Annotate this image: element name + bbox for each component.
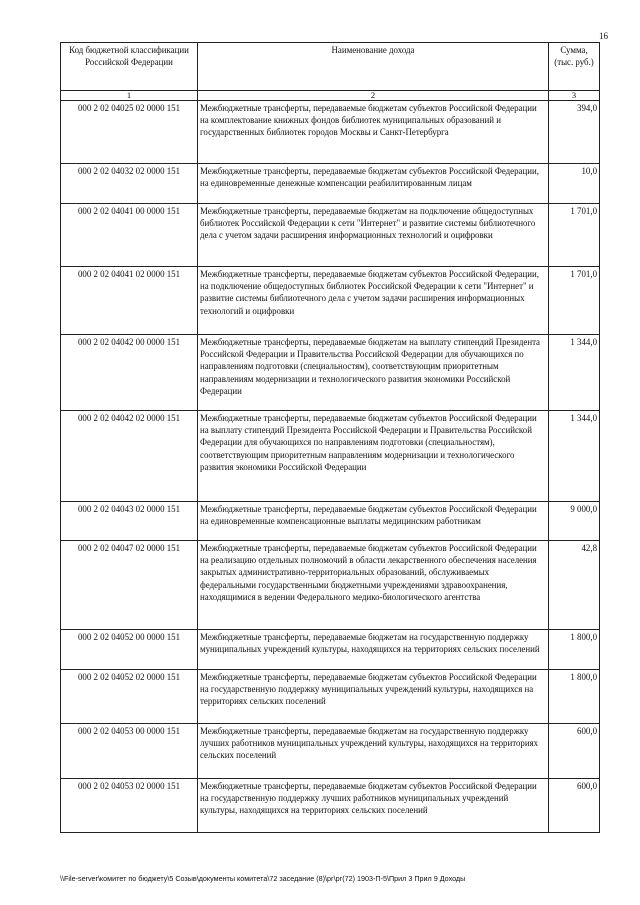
column-number: 3	[549, 91, 600, 101]
budget-code-cell: 000 2 02 04041 02 0000 151	[61, 267, 198, 335]
column-number: 2	[198, 91, 549, 101]
header-code: Код бюджетной классификации Российской Федерации	[61, 43, 198, 91]
revenue-name-cell: Межбюджетные трансферты, передаваемые бюджетам субъектов Российской Федерации на единовременные компенсационные выплаты медицинским работникам	[198, 502, 549, 541]
table-row	[61, 670, 600, 724]
revenue-name-cell: Межбюджетные трансферты, передаваемые бюджетам на государственную поддержку лучших работников муниципальных учреждений культуры, находящихся на территориях сельских поселений	[198, 724, 549, 779]
budget-code-cell: 000 2 02 04052 00 0000 151	[61, 630, 198, 670]
budget-code-cell: 000 2 02 04047 02 0000 151	[61, 541, 198, 630]
revenue-name-cell: Межбюджетные трансферты, передаваемые бюджетам на выплату стипендий Президента Российской Федерации и Правительства Российской Федерации для обучающихся по направлениям подготовки (специальностям), соответствующим приоритетным направлениям модернизации и технологического развития экономики Российской Федерации	[198, 335, 549, 411]
budget-code-cell: 000 2 02 04042 00 0000 151	[61, 335, 198, 411]
revenue-name-cell: Межбюджетные трансферты, передаваемые бюджетам на подключение общедоступных библиотек Российской Федерации к сети "Интернет" и развитие системы библиотечного дела с учетом задачи расширения информационных технологий и оцифровки	[198, 204, 549, 267]
amount-cell: 1 701,0	[549, 267, 600, 335]
amount-cell: 600,0	[549, 724, 600, 779]
table-row	[61, 502, 600, 541]
header-sum: Сумма, (тыс. руб.)	[549, 43, 600, 91]
amount-cell: 394,0	[549, 101, 600, 164]
budget-code-cell: 000 2 02 04042 02 0000 151	[61, 411, 198, 502]
amount-cell: 9 000,0	[549, 502, 600, 541]
amount-cell: 10,0	[549, 164, 600, 204]
revenue-table	[60, 42, 600, 833]
budget-code-cell: 000 2 02 04025 02 0000 151	[61, 101, 198, 164]
table-row	[61, 724, 600, 779]
revenue-name-cell: Межбюджетные трансферты, передаваемые бюджетам субъектов Российской Федерации на реализацию отдельных полномочий в области лекарственного обеспечения населения закрытых административно-территориальных образований, обслуживаемых федеральными государственными бюджетными учреждениями здравоохранения, находящимися в ведении Федерального медико-биологического агентства	[198, 541, 549, 630]
revenue-name-cell: Межбюджетные трансферты, передаваемые бюджетам на государственную поддержку муниципальных учреждений культуры, находящихся на территориях сельских поселений	[198, 630, 549, 670]
amount-cell: 1 800,0	[549, 670, 600, 724]
budget-code-cell: 000 2 02 04041 00 0000 151	[61, 204, 198, 267]
table-row	[61, 101, 600, 164]
amount-cell: 600,0	[549, 779, 600, 833]
column-number-row	[61, 91, 600, 101]
table-row	[61, 779, 600, 833]
table-row	[61, 541, 600, 630]
table-row	[61, 164, 600, 204]
amount-cell: 1 344,0	[549, 411, 600, 502]
revenue-name-cell: Межбюджетные трансферты, передаваемые бюджетам субъектов Российской Федерации на выплату стипендий Президента Российской Федерации и Правительства Российской Федерации для обучающихся по направлениям подготовки (специальностям), соответствующим приоритетным направлениям модернизации и технологического развития экономики Российской Федерации	[198, 411, 549, 502]
budget-code-cell: 000 2 02 04053 02 0000 151	[61, 779, 198, 833]
budget-code-cell: 000 2 02 04053 00 0000 151	[61, 724, 198, 779]
amount-cell: 1 701,0	[549, 204, 600, 267]
file-path-footer: \\File-server\комитет по бюджету\5 Созыв\документы комитета\72 заседание (8)\рг\рг(72) 1903-П-5\Прил 3 Прил 9 Доходы	[60, 874, 466, 883]
table-row	[61, 630, 600, 670]
header-row	[61, 43, 600, 91]
table-row	[61, 267, 600, 335]
page-number: 16	[599, 31, 608, 41]
table-row	[61, 204, 600, 267]
amount-cell: 1 344,0	[549, 335, 600, 411]
amount-cell: 1 800,0	[549, 630, 600, 670]
revenue-name-cell: Межбюджетные трансферты, передаваемые бюджетам субъектов Российской Федерации, на единовременные денежные компенсации реабилитированным лицам	[198, 164, 549, 204]
table-row	[61, 335, 600, 411]
header-name: Наименование дохода	[198, 43, 549, 91]
revenue-name-cell: Межбюджетные трансферты, передаваемые бюджетам субъектов Российской Федерации на комплектование книжных фондов библиотек муниципальных образований и государственных библиотек городов Москвы и Санкт-Петербурга	[198, 101, 549, 164]
amount-cell: 42,8	[549, 541, 600, 630]
revenue-name-cell: Межбюджетные трансферты, передаваемые бюджетам субъектов Российской Федерации, на подключение общедоступных библиотек Российской Федерации к сети "Интернет" и развитие системы библиотечного дела с учетом задачи расширения информационных технологий и оцифровки	[198, 267, 549, 335]
revenue-name-cell: Межбюджетные трансферты, передаваемые бюджетам субъектов Российской Федерации на государственную поддержку лучших работников муниципальных учреждений культуры, находящихся на территориях сельских поселений	[198, 779, 549, 833]
budget-code-cell: 000 2 02 04043 02 0000 151	[61, 502, 198, 541]
budget-code-cell: 000 2 02 04052 02 0000 151	[61, 670, 198, 724]
revenue-name-cell: Межбюджетные трансферты, передаваемые бюджетам субъектов Российской Федерации на государственную поддержку муниципальных учреждений культуры, находящихся на территориях сельских поселений	[198, 670, 549, 724]
table-row	[61, 411, 600, 502]
column-number: 1	[61, 91, 198, 101]
budget-code-cell: 000 2 02 04032 02 0000 151	[61, 164, 198, 204]
